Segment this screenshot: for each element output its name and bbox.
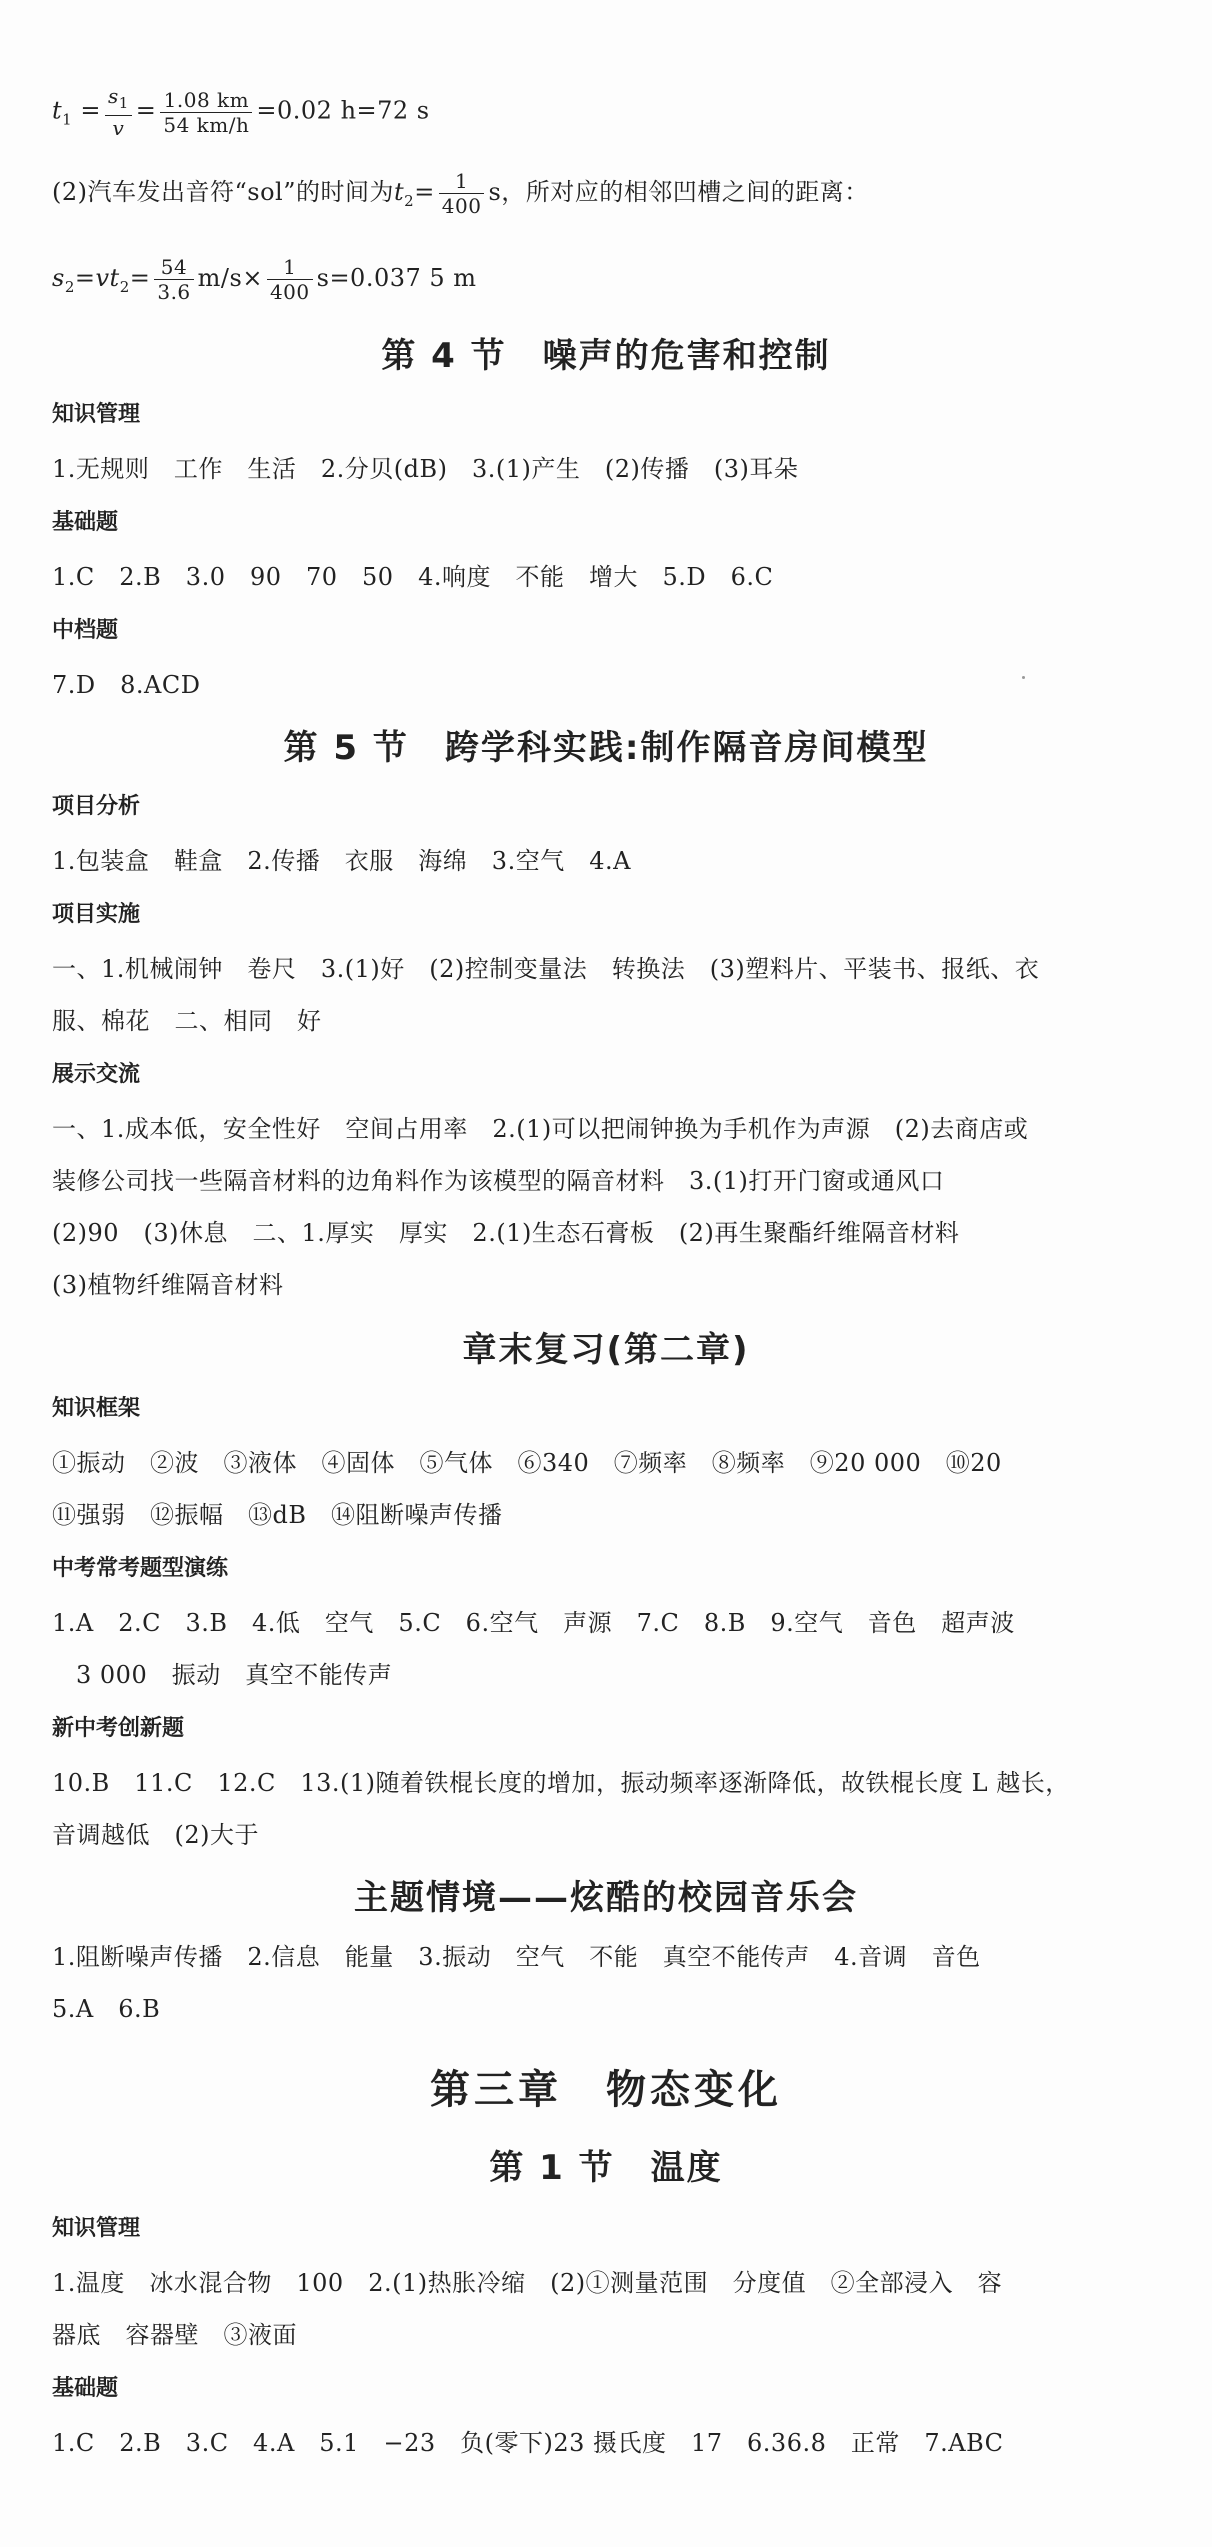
subheading: 新中考创新题 [52,1716,185,1741]
subscript: 1 [118,94,129,112]
section-title: 主题情境——炫酷的校园音乐会 [354,1878,858,1918]
text: s，所对应的相邻凹槽之间的距离： [488,178,869,206]
speck [1022,676,1025,679]
subscript: 2 [119,277,130,296]
fraction [267,255,313,304]
subheading: 中考常考题型演练 [52,1556,229,1581]
subheading: 项目实施 [52,902,141,927]
answer-line: (3)植物纤维隔音材料 [52,1271,284,1299]
var: t [52,96,63,125]
section-title: 第 4 节 噪声的危害和控制 [381,336,831,376]
answer-line: ①振动 ②波 ③液体 ④固体 ⑤气体 ⑥340 ⑦频率 ⑧频率 ⑨20 000 ⑩20 [52,1449,1002,1477]
denominator: v [112,116,125,140]
answer-line: 1.C 2.B 3.0 90 70 50 4.响度 不能 增大 5.D 6.C [52,563,774,591]
chapter-title: 第三章 物态变化 [430,2067,782,2113]
numerator: 1 [267,255,313,280]
numerator: 54 [154,255,193,280]
unit: m/s× [197,264,263,292]
text: (2)汽车发出音符“sol”的时间为 [52,178,394,206]
result: 0.02 h=72 s [277,96,430,125]
subheading: 中档题 [52,618,119,643]
answer-line: 一、1.机械闹钟 卷尺 3.(1)好 (2)控制变量法 转换法 (3)塑料片、平装书、报纸、衣 [52,955,1040,983]
subheading: 展示交流 [52,1062,141,1087]
section-title: 第 1 节 温度 [489,2148,723,2188]
fraction [439,169,485,218]
denominator: 400 [269,280,310,304]
answer-line: 1.无规则 工作 生活 2.分贝(dB) 3.(1)产生 (2)传播 (3)耳朵 [52,455,799,483]
answer-line: 1.A 2.C 3.B 4.低 空气 5.C 6.空气 声源 7.C 8.B 9.空气 音色 超声波 [52,1609,1015,1637]
var: vt [95,264,120,292]
denominator: 400 [441,194,482,218]
fraction [105,84,132,140]
answer-line: 1.温度 冰水混合物 100 2.(1)热胀冷缩 (2)①测量范围 分度值 ②全部浸入 容 [52,2269,1003,2297]
subheading: 项目分析 [52,794,141,819]
answer-line: 服、棉花 二、相同 好 [52,1007,322,1035]
denominator: 54 km/h [163,112,250,137]
answer-line: 1.包装盒 鞋盒 2.传播 衣服 海绵 3.空气 4.A [52,847,631,875]
answer-line: 一、1.成本低，安全性好 空间占用率 2.(1)可以把闹钟换为手机作为声源 (2)去商店或 [52,1115,1029,1143]
subheading: 知识框架 [52,1396,141,1421]
subheading: 知识管理 [52,402,141,427]
answer-line: 5.A 6.B [52,1995,161,2023]
subscript: 1 [62,110,73,129]
answer-line: 装修公司找一些隔音材料的边角料作为该模型的隔音材料 3.(1)打开门窗或通风口 [52,1167,945,1195]
denominator: 3.6 [157,280,191,304]
answer-line: ⑪强弱 ⑫振幅 ⑬dB ⑭阻断噪声传播 [52,1501,503,1529]
answer-line: 器底 容器壁 ③液面 [52,2321,297,2349]
var: t [393,178,405,206]
var: s [52,264,65,292]
var: s [107,84,119,108]
section-title: 章末复习(第二章) [462,1330,750,1370]
answer-line: 音调越低 (2)大于 [52,1821,259,1849]
subheading: 基础题 [52,2376,119,2401]
section-title: 第 5 节 跨学科实践:制作隔音房间模型 [283,728,929,768]
subheading: 基础题 [52,510,119,535]
answer-line: 7.D 8.ACD [52,671,201,699]
answer-line: 1.阻断噪声传播 2.信息 能量 3.振动 空气 不能 真空不能传声 4.音调 音色 [52,1943,981,1971]
subscript: 2 [64,277,75,296]
fraction [160,88,252,137]
answer-line: 10.B 11.C 12.C 13.(1)随着铁棍长度的增加，振动频率逐渐降低，故铁棍长度 L 越长， [52,1769,1070,1797]
answer-line: 3 000 振动 真空不能传声 [76,1661,393,1689]
subscript: 2 [404,191,415,210]
formula-part2: (2)汽车发出音符“sol”的时间为$t_2=$ $\frac{1}{400}$ s，所对应的相邻凹槽之间的距离： [52,169,869,218]
answer-line: (2)90 (3)休息 二、1.厚实 厚实 2.(1)生态石膏板 (2)再生聚酯纤维隔音材料 [52,1219,960,1247]
answer-line: 1.C 2.B 3.C 4.A 5.1 −23 负(零下)23 摄氏度 17 6.36.8 正常 7.ABC [52,2429,1004,2457]
subheading: 知识管理 [52,2216,141,2241]
formula-t1: $t_1$ = $\frac{s_1}{v}$ = $\frac{1.08 km}{54 km/h}$ =0.02 h=72 s [52,84,430,140]
formula-s2: $s_2=vt_2=$ $\frac{54}{3.6}$ m/s× $\frac{1}{400}$ s=0.037 5 m [52,255,477,304]
fraction [154,255,193,304]
result: s=0.037 5 m [316,264,477,292]
numerator: 1 [439,169,485,194]
numerator: 1.08 km [160,88,252,113]
